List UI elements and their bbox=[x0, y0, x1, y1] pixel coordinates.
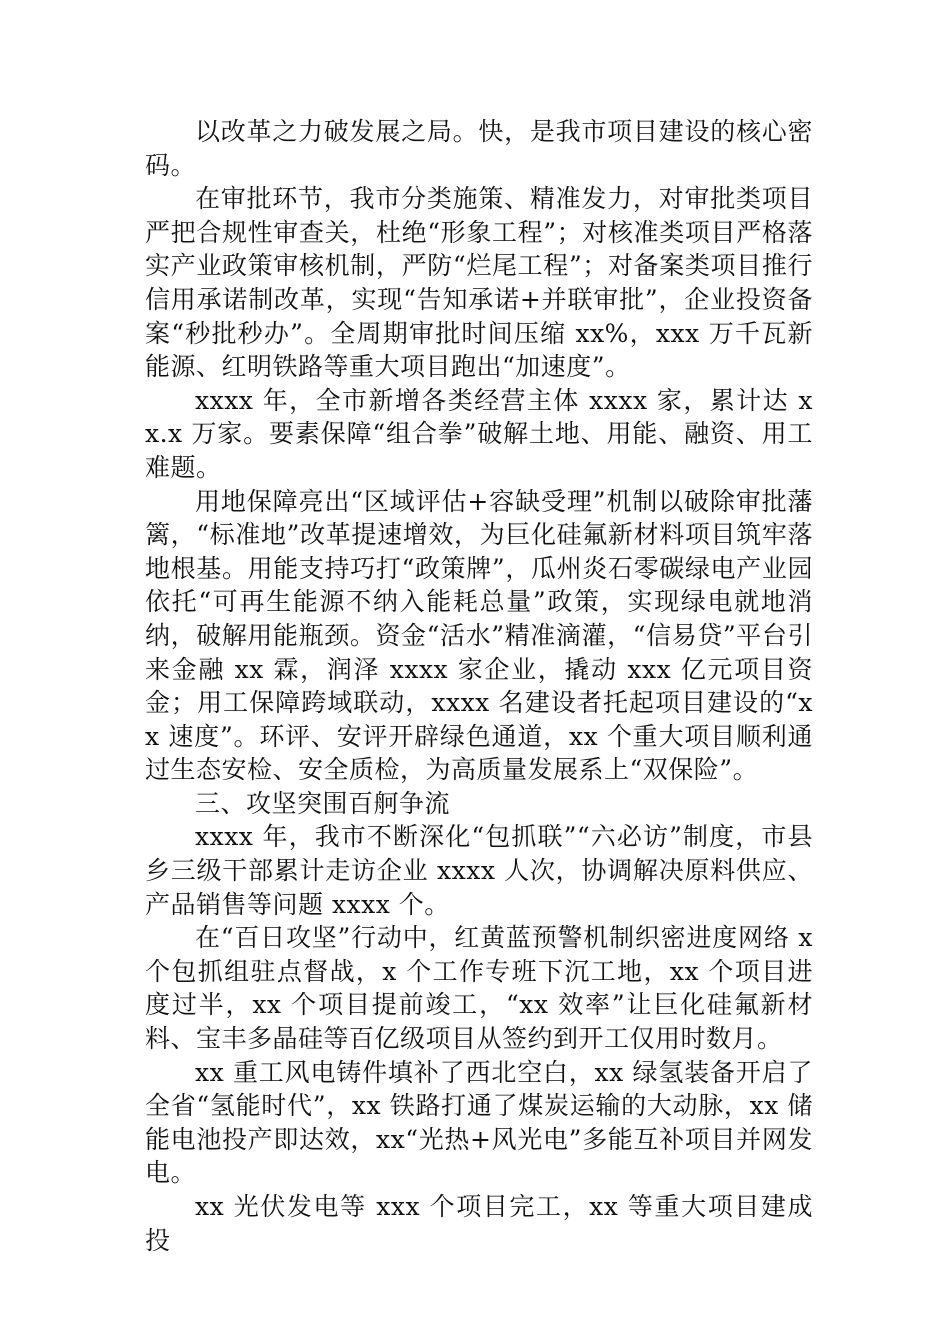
document-page bbox=[145, 115, 813, 1257]
paragraph-reform-intro: 以改革之力破发展之局。快，是我市项目建设的核心密码。 bbox=[145, 117, 813, 180]
paragraph-market-entities: xxxx 年，全市新增各类经营主体 xxxx 家，累计达 xx.x 万家。要素保障“组合拳”破解土地、用能、融资、用工难题。 bbox=[145, 385, 813, 482]
paragraph-factor-guarantee: 用地保障亮出“区域评估+容缺受理”机制以破除审批藩篱，“标准地”改革提速增效，为巨化硅氟新材料项目筑牢落地根基。用能支持巧打“政策牌”，瓜州炎石零碳绿电产业园依托“可再生能源不纳入能耗总量”政策，实现绿电就地消纳，破解用能瓶颈。资金“活水”精准滴灌，“信易贷”平台引来金融 xx 霖，润泽 xxxx 家企业，撬动 xxx 亿元项目资金；用工保障跨域联动，xxxx 名建设者托起项目建设的“xx 速度”。环评、安评开辟绿色通道，xx 个重大项目顺利通过生态安检、安全质检，为高质量发展系上“双保险”。 bbox=[145, 486, 813, 785]
section-heading: 三、攻坚突围百舸争流 bbox=[195, 788, 451, 818]
paragraph-completion: xx 光伏发电等 xxx 个项目完工，xx 等重大项目建成投 bbox=[145, 1192, 813, 1255]
paragraph-projects-energy: xx 重工风电铸件填补了西北空白，xx 绿氢装备开启了全省“氢能时代”，xx 铁路打通了煤炭运输的大动脉，xx 储能电池投产即达效，xx“光热+风光电”多能互补项目并网发电。 bbox=[145, 1057, 813, 1188]
paragraph-approval: 在审批环节，我市分类施策、精准发力，对审批类项目严把合规性审查关，杜绝“形象工程”；对核准类项目严格落实产业政策审核机制，严防“烂尾工程”；对备案类项目推行信用承诺制改革，实现“告知承诺+并联审批”，企业投资备案“秒批秒办”。全周期审批时间压缩 xx%，xxx 万千瓦新能源、红明铁路等重大项目跑出“加速度”。 bbox=[145, 184, 813, 382]
paragraph-hundred-days: 在“百日攻坚”行动中，红黄蓝预警机制织密进度网络 x 个包抓组驻点督战，x 个工作专班下沉工地，xx 个项目进度过半，xx 个项目提前竣工，“xx 效率”让巨化硅氟新材料、宝丰多晶硅等百亿级项目从签约到开工仅用时数月。 bbox=[145, 923, 813, 1054]
paragraph-visits: xxxx 年，我市不断深化“包抓联”“六必访”制度，市县乡三级干部累计走访企业 xxxx 人次，协调解决原料供应、产品销售等问题 xxxx 个。 bbox=[145, 822, 813, 919]
